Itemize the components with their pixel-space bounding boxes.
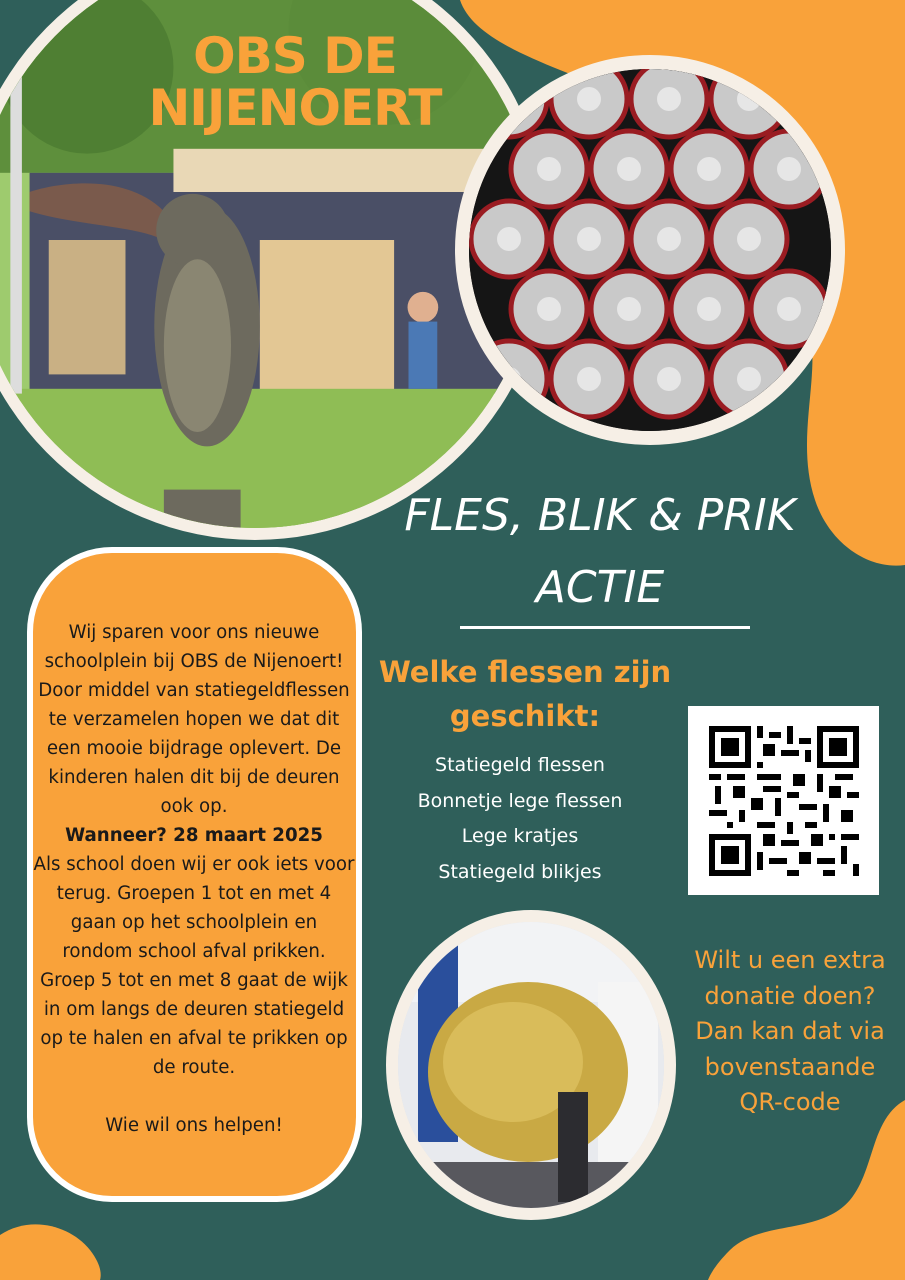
- orange-blob-bottom-left: [0, 1195, 120, 1280]
- list-item: Statiegeld blikjes: [438, 860, 602, 883]
- activity-details: Als school doen wij er ook iets voor terug. Groepen 1 tot en met 4 gaan op het schoolplein en rondom school afval prikken. Groep 5 tot en met 8 gaat de wijk in om langs de deuren statiegeld op te halen en afval te prikken op de route.: [33, 854, 355, 1078]
- headline-line1: FLES, BLIK & PRIK: [404, 490, 796, 541]
- list-item: Statiegeld flessen: [435, 754, 605, 776]
- event-date: Wanneer? 28 maart 2025: [65, 825, 323, 846]
- list-item: Bonnetje lege flessen: [417, 789, 623, 812]
- school-name: OBS DE NIJENOERT: [148, 27, 442, 137]
- qr-code[interactable]: [688, 706, 879, 895]
- donation-note: Wilt u een extra donatie doen? Dan kan dat via bovenstaande QR-code: [694, 946, 886, 1116]
- list-item: Lege kratjes: [461, 825, 579, 847]
- intro-text: Wij sparen voor ons nieuwe schoolplein bij OBS de Nijenoert! Door middel van statiegeldflessen te verzamelen hopen we dat dit een mooie bijdrage oplevert. De kinderen halen dit bij de deuren ook op.: [38, 622, 350, 817]
- headline-divider: [460, 626, 750, 629]
- collection-bag-photo: [386, 910, 676, 1220]
- accepted-items-list: [370, 748, 670, 890]
- call-to-action: Wie wil ons helpen!: [105, 1115, 283, 1136]
- orange-blob-bottom-right: [640, 1100, 905, 1280]
- cans-photo: [455, 55, 845, 445]
- info-panel-text: [33, 618, 355, 1140]
- question-heading: Welke flessen zijn geschikt:: [378, 655, 672, 733]
- headline-line2: ACTIE: [535, 562, 665, 613]
